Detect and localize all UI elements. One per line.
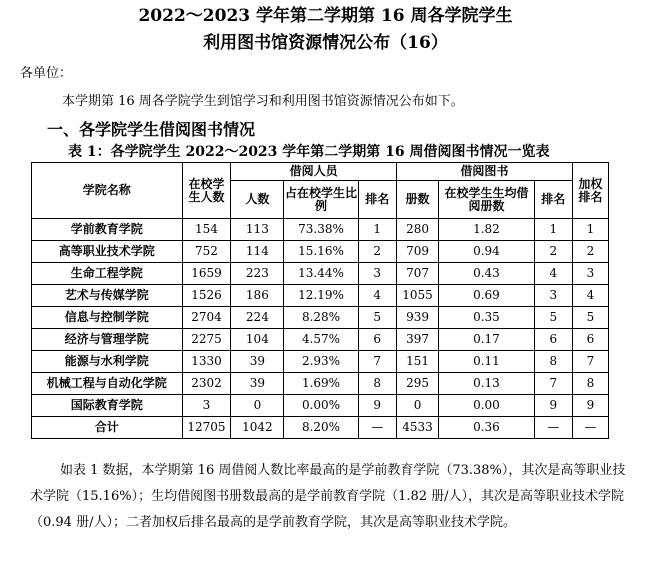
total-borrower-rank: — [358, 417, 396, 439]
borrower-rank: 1 [358, 219, 396, 241]
enrolled-count: 1330 [182, 351, 231, 373]
book-count: 151 [396, 351, 438, 373]
header-weighted-rank: 加权排名 [572, 163, 608, 219]
borrower-count: 0 [231, 395, 284, 417]
header-enrolled: 在校学生人数 [182, 163, 231, 219]
borrower-rank: 3 [358, 263, 396, 285]
total-books: 4533 [396, 417, 438, 439]
borrower-count: 186 [231, 285, 284, 307]
borrower-ratio: 15.16% [284, 241, 358, 263]
weighted-rank: 9 [572, 395, 608, 417]
table-row [32, 329, 609, 351]
table-row [32, 351, 609, 373]
total-books-per-student: 0.36 [439, 417, 534, 439]
college-name: 艺术与传媒学院 [32, 285, 183, 307]
document-title-line-1: 2022～2023 学年第二学期第 16 周各学院学生 [138, 6, 513, 26]
borrower-count: 39 [231, 351, 284, 373]
borrower-rank: 4 [358, 285, 396, 307]
books-per-student: 0.43 [439, 263, 534, 285]
document-title-line-2: 利用图书馆资源情况公布（16） [203, 33, 448, 53]
table-row [32, 395, 609, 417]
header-borrower-rank: 排名 [358, 181, 396, 219]
book-rank: 3 [534, 285, 572, 307]
book-count: 707 [396, 263, 438, 285]
college-name: 信息与控制学院 [32, 307, 183, 329]
borrower-count: 114 [231, 241, 284, 263]
borrower-rank: 7 [358, 351, 396, 373]
books-per-student: 0.69 [439, 285, 534, 307]
borrower-ratio: 12.19% [284, 285, 358, 307]
enrolled-count: 2302 [182, 373, 231, 395]
total-enrolled: 12705 [182, 417, 231, 439]
books-per-student: 0.11 [439, 351, 534, 373]
total-borrowers: 1042 [231, 417, 284, 439]
borrower-rank: 9 [358, 395, 396, 417]
total-weighted-rank: — [572, 417, 608, 439]
weighted-rank: 8 [572, 373, 608, 395]
borrower-rank: 6 [358, 329, 396, 351]
enrolled-count: 154 [182, 219, 231, 241]
book-count: 397 [396, 329, 438, 351]
book-rank: 4 [534, 263, 572, 285]
weighted-rank: 6 [572, 329, 608, 351]
borrower-ratio: 8.28% [284, 307, 358, 329]
header-college: 学院名称 [32, 163, 183, 219]
borrower-ratio: 73.38% [284, 219, 358, 241]
header-books-group: 借阅图书 [396, 163, 572, 181]
enrolled-count: 1526 [182, 285, 231, 307]
table-row [32, 263, 609, 285]
enrolled-count: 3 [182, 395, 231, 417]
book-rank: 2 [534, 241, 572, 263]
college-name: 生命工程学院 [32, 263, 183, 285]
header-book-count: 册数 [396, 181, 438, 219]
book-count: 295 [396, 373, 438, 395]
total-row [32, 417, 609, 439]
header-borrowers-group: 借阅人员 [231, 163, 396, 181]
section-heading: 一、各学院学生借阅图书情况 [47, 120, 256, 139]
total-ratio: 8.20% [284, 417, 358, 439]
total-book-rank: — [534, 417, 572, 439]
salutation: 各单位： [20, 66, 73, 81]
borrower-count: 223 [231, 263, 284, 285]
book-rank: 6 [534, 329, 572, 351]
table-row [32, 307, 609, 329]
college-name: 学前教育学院 [32, 219, 183, 241]
books-per-student: 0.13 [439, 373, 534, 395]
weighted-rank: 7 [572, 351, 608, 373]
book-count: 709 [396, 241, 438, 263]
borrower-count: 113 [231, 219, 284, 241]
book-rank: 5 [534, 307, 572, 329]
borrower-ratio: 1.69% [284, 373, 358, 395]
borrower-count: 104 [231, 329, 284, 351]
books-per-student: 0.00 [439, 395, 534, 417]
borrower-count: 39 [231, 373, 284, 395]
borrowing-table [31, 162, 609, 439]
header-book-rank: 排名 [534, 181, 572, 219]
borrower-ratio: 4.57% [284, 329, 358, 351]
weighted-rank: 1 [572, 219, 608, 241]
weighted-rank: 3 [572, 263, 608, 285]
college-name: 国际教育学院 [32, 395, 183, 417]
books-per-student: 0.35 [439, 307, 534, 329]
weighted-rank: 2 [572, 241, 608, 263]
table-row [32, 241, 609, 263]
college-name: 经济与管理学院 [32, 329, 183, 351]
borrower-rank: 5 [358, 307, 396, 329]
borrower-ratio: 2.93% [284, 351, 358, 373]
table-caption: 表 1：各学院学生 2022～2023 学年第二学期第 16 周借阅图书情况一览表 [68, 144, 550, 160]
book-count: 0 [396, 395, 438, 417]
enrolled-count: 2704 [182, 307, 231, 329]
book-count: 1055 [396, 285, 438, 307]
borrower-ratio: 0.00% [284, 395, 358, 417]
book-rank: 9 [534, 395, 572, 417]
books-per-student: 0.17 [439, 329, 534, 351]
enrolled-count: 1659 [182, 263, 231, 285]
total-label: 合计 [32, 417, 183, 439]
enrolled-count: 752 [182, 241, 231, 263]
header-books-per-student: 在校学生生均借阅册数 [439, 181, 534, 219]
book-rank: 8 [534, 351, 572, 373]
header-borrower-count: 人数 [231, 181, 284, 219]
book-rank: 1 [534, 219, 572, 241]
borrower-count: 224 [231, 307, 284, 329]
college-name: 高等职业技术学院 [32, 241, 183, 263]
borrower-rank: 8 [358, 373, 396, 395]
intro-text: 本学期第 16 周各学院学生到馆学习和利用图书馆资源情况公布如下。 [62, 94, 464, 109]
table-row [32, 373, 609, 395]
college-name: 能源与水利学院 [32, 351, 183, 373]
summary-paragraph: 如表 1 数据，本学期第 16 周借阅人数比率最高的是学前教育学院（73.38%），其次是高等职业技术学院（15.16%）；生均借阅图书册数最高的是学前教育学院（1.82 册/人），其次是高等职业技术学院（0.94 册/人）；二者加权后排名最高的是学前教育学院，其次是高等职业技术学院。 [30, 463, 626, 530]
college-name: 机械工程与自动化学院 [32, 373, 183, 395]
book-rank: 7 [534, 373, 572, 395]
weighted-rank: 5 [572, 307, 608, 329]
books-per-student: 1.82 [439, 219, 534, 241]
books-per-student: 0.94 [439, 241, 534, 263]
book-count: 280 [396, 219, 438, 241]
header-borrower-ratio: 占在校学生比例 [284, 181, 358, 219]
weighted-rank: 4 [572, 285, 608, 307]
enrolled-count: 2275 [182, 329, 231, 351]
book-count: 939 [396, 307, 438, 329]
table-row [32, 219, 609, 241]
borrower-rank: 2 [358, 241, 396, 263]
table-row [32, 285, 609, 307]
borrower-ratio: 13.44% [284, 263, 358, 285]
